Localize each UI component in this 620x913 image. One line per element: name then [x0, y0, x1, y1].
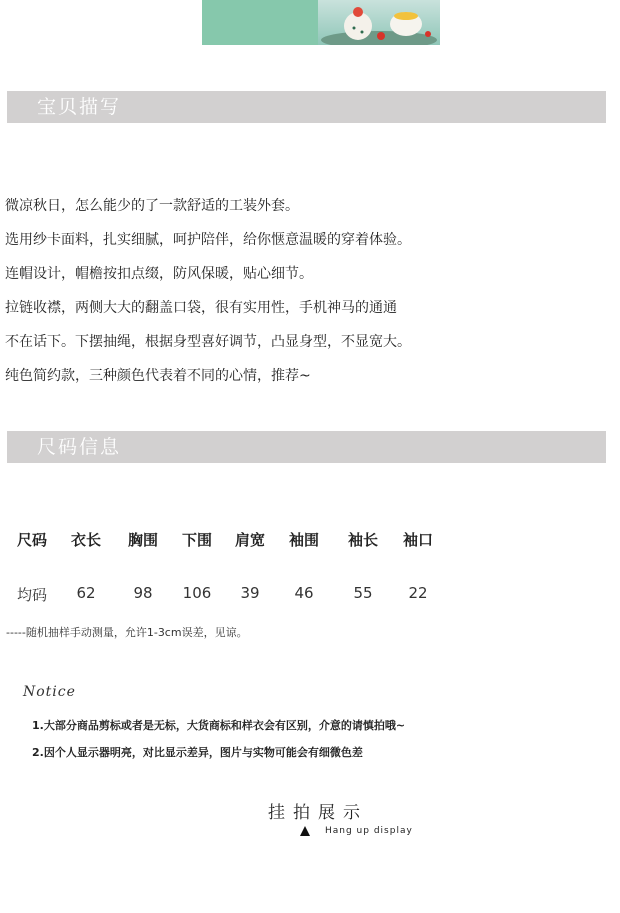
size-value-cell: 39: [240, 584, 260, 602]
description-line: 选用纱卡面料，扎实细腻，呵护陪伴，给你惬意温暖的穿着体验。: [5, 232, 411, 248]
section-header-description: 宝贝描写: [7, 91, 606, 123]
size-value-cell: 46: [294, 584, 314, 602]
size-value-cell: 22: [408, 584, 428, 602]
display-subtitle: Hang up display: [325, 826, 413, 836]
cups-illustration: [318, 0, 440, 45]
size-value-cell: 均码: [16, 586, 48, 604]
size-header-cell: 袖长: [347, 531, 379, 549]
size-header-cell: 袖围: [288, 531, 320, 549]
top-banner-image: [202, 0, 440, 45]
description-line: 连帽设计，帽檐按扣点缀，防风保暖，贴心细节。: [5, 266, 313, 282]
description-line: 微凉秋日，怎么能少的了一款舒适的工装外套。: [5, 198, 299, 214]
display-title: 挂拍展示: [268, 803, 368, 823]
size-value-cell: 98: [133, 584, 153, 602]
size-value-cell: 55: [353, 584, 373, 602]
size-value-cell: 106: [182, 584, 212, 602]
size-table: [0, 525, 460, 615]
size-header-cell: 胸围: [127, 531, 159, 549]
section-header-size: 尺码信息: [7, 431, 606, 463]
notice-item: 2.因个人显示器明亮，对比显示差异，图片与实物可能会有细微色差: [32, 746, 363, 759]
description-line: 纯色简约款，三种颜色代表着不同的心情，推荐~: [5, 368, 311, 384]
notice-item: 1.大部分商品剪标或者是无标，大货商标和样衣会有区别，介意的请慎拍哦~: [32, 719, 406, 732]
measurement-note: -----随机抽样手动测量，允许1-3cm误差，见谅。: [6, 626, 248, 639]
size-value-cell: 62: [76, 584, 96, 602]
banner-photo-panel: [318, 0, 440, 45]
description-line: 不在话下。下摆抽绳，根据身型喜好调节，凸显身型，不显宽大。: [5, 334, 411, 350]
size-header-cell: 肩宽: [234, 531, 266, 549]
size-header-cell: 尺码: [16, 531, 48, 549]
banner-green-panel: [202, 0, 318, 45]
size-header-cell: 下围: [181, 531, 213, 549]
arrow-up-icon: [300, 826, 310, 836]
size-header-cell: 袖口: [402, 531, 434, 549]
size-header-cell: 衣长: [70, 531, 102, 549]
notice-title: Notice: [23, 684, 76, 700]
description-line: 拉链收襟，两侧大大的翻盖口袋，很有实用性，手机神马的通通: [5, 300, 397, 316]
